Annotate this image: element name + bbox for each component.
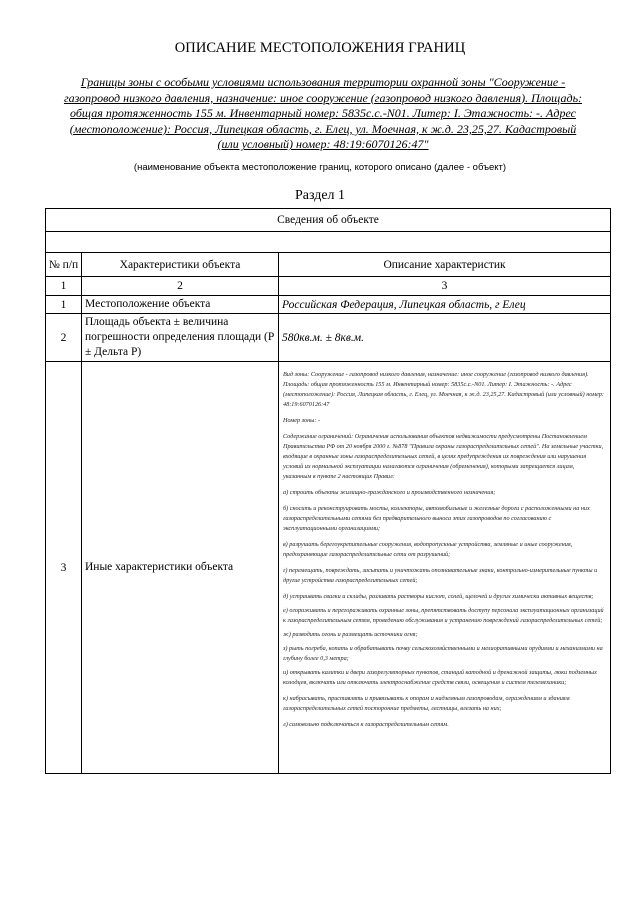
row-characteristic: Иные характеристики объекта: [82, 362, 279, 774]
other-characteristics: [279, 362, 611, 774]
table-row: [46, 314, 611, 362]
table-header: Сведения об объекте: [46, 209, 611, 232]
col-header-characteristic: Характеристики объекта: [82, 253, 279, 277]
column-header-row: [46, 253, 611, 277]
restriction-item: а) строить объекты жилищно-гражданского и производственного назначения;: [283, 488, 496, 496]
restriction-item: и) открывать калитки и двери газорегуляторных пунктов, станций катодной и дренажной защиты, люки подземных колодцев, включать или отключать электроснабжение средств связи, освещения и систем телемеханики;: [283, 668, 597, 686]
column-number-row: [46, 277, 611, 296]
restriction-item: ж) разводить огонь и размещать источники огня;: [283, 631, 418, 639]
restriction-item: з) рыть погреба, копать и обрабатывать почву сельскохозяйственными и мелиоративными орудиями и механизмами на глубину более 0,3 метра;: [283, 645, 603, 662]
restriction-item: в) разрушать берегоукрепительные сооружения, водопропускные устройства, земляные и иные сооружения, предохраняющие газораспределительные сети от разрушений;: [283, 541, 573, 559]
zone-number-text: Номер зоны: -: [283, 416, 321, 424]
zone-type-text: Вид зоны: Сооружение - газопровод низкого давления, назначение: иное сооружение (газопровод низкого давления). Площадь: общая протяженность 155 м. Инвентарный номер: 5835с.с.-N01. Литер: I. Этажность: -. Адрес (местоположение): Россия, Липецкая область, г. Елец, ул. Моечная, к ж.д. 23,25,27. Кадастровый (или условный) номер: 48:19:6070126:47: [283, 371, 604, 408]
col-header-description: Описание характеристик: [279, 253, 611, 277]
row-number: 2: [46, 314, 82, 362]
restrictions-text: Содержание ограничений: Ограничения использования объектов недвижимости предусмотрены Постановлением Правительства РФ от 20 ноября 2000 г. №878 "Правила охраны газораспределительных сетей". На земельные участки, входящие в охранные зоны газораспределительных сетей, в целях предупреждения их повреждения или нарушения условий их нормальной эксплуатации налагаются ограничения (обременения), которыми запрещается лицам, указанным в пункте 2 настоящих Правил:: [283, 433, 604, 480]
restriction-item: д) устраивать свалки и склады, разливать растворы кислот, солей, щелочей и других химически активных веществ;: [283, 593, 594, 601]
table-row: [46, 362, 611, 774]
col-header-num: № п/п: [46, 253, 82, 277]
row-value: Российская Федерация, Липецкая область, г Елец: [279, 296, 611, 314]
table-row: [46, 296, 611, 314]
col-number: 2: [82, 277, 279, 296]
row-value: 580кв.м. ± 8кв.м.: [279, 314, 611, 362]
restriction-item: к) набрасывать, приставлять и привязывать к опорам и надземным газопроводам, ограждениям и зданиям газораспределительных сетей посторонние предметы, лестницы, влезать на них;: [283, 694, 570, 712]
table-header-row: [46, 209, 611, 232]
restriction-item: л) самовольно подключаться к газораспределительным сетям.: [283, 721, 449, 729]
restriction-item: е) огораживать и перегораживать охранные зоны, препятствовать доступу персонала эксплуатационных организаций к газораспределительным сетям, проведению обслуживания и устранению повреждений газораспределительных сетей;: [283, 607, 604, 625]
section-heading: Раздел 1: [294, 188, 346, 203]
object-info-table: [45, 208, 611, 774]
col-number: 1: [46, 277, 82, 296]
row-number: 1: [46, 296, 82, 314]
document-title: ОПИСАНИЕ МЕСТОПОЛОЖЕНИЯ ГРАНИЦ: [174, 40, 466, 56]
col-number: 3: [279, 277, 611, 296]
row-number: 3: [46, 362, 82, 774]
table-spacer: [46, 232, 611, 253]
object-caption: (наименование объекта местоположение границ, которого описано (далее - объект): [133, 162, 507, 173]
row-characteristic: Площадь объекта ± величина погрешности определения площади (P ± Дельта P): [82, 314, 279, 362]
restriction-item: б) сносить и реконструировать мосты, коллекторы, автомобильные и железные дороги с расположенными на них газораспределительными сетями без предварительного выноса этих газопроводов по согласованию с эксплуатационными организациями;: [283, 505, 590, 532]
row-characteristic: Местоположение объекта: [82, 296, 279, 314]
restriction-item: г) перемещать, повреждать, засыпать и уничтожать опознавательные знаки, контрольно-измерительные пункты и другие устройства газораспределительных сетей;: [283, 567, 598, 585]
table-spacer-row: [46, 232, 611, 253]
object-description: Границы зоны с особыми условиями использования территории охранной зоны "Сооружение - газопровод низкого давления, назначение: иное сооружение (газопровод низкого давления). Площадь: общая протяженность 155 м. Инвентарный номер: 5835с.с.-N01. Литер: I. Этажность: -. Адрес (местоположение): Россия, Липецкая область, г. Елец, ул. Моечная, к ж.д. 23,25,27. Кадастровый (или условный) номер: 48:19:6070126:47": [63, 75, 583, 152]
